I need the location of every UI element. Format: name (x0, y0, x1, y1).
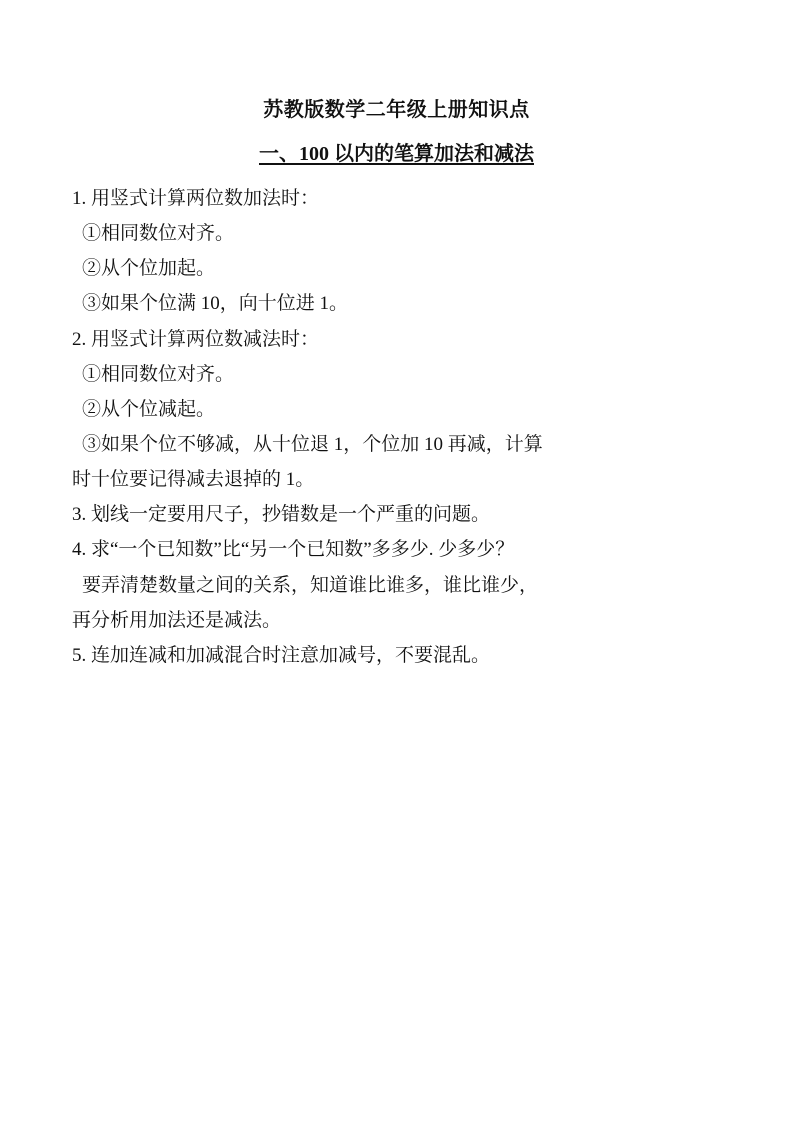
body-line-7: ②从个位减起。 (82, 398, 216, 420)
body-line-3: ②从个位加起。 (82, 258, 216, 280)
body-line-6: ①相同数位对齐。 (82, 363, 235, 385)
body-line-8: ③如果个位不够减，从十位退 1，个位加 10 再减，计算 (82, 433, 543, 455)
body-line-1: 1. 用竖式计算两位数加法时： (72, 188, 320, 209)
body-line-13: 再分析用加法还是减法。 (72, 609, 282, 631)
body-line-11: 4. 求“一个已知数”比“另一个已知数”多多少. 少多少？ (72, 539, 515, 561)
body-line-9: 时十位要记得减去退掉的 1。 (72, 469, 315, 491)
section-heading (72, 139, 721, 169)
page-title: 苏教版数学二年级上册知识点 (263, 99, 530, 121)
body-line-14: 5. 连加连减和加减混合时注意加减号，不要混乱。 (72, 644, 491, 666)
body-line-4: ③如果个位满 10，向十位进 1。 (82, 293, 349, 315)
body-line-12: 要弄清楚数量之间的关系，知道谁比谁多，谁比谁少， (82, 574, 539, 596)
body-line-2: ①相同数位对齐。 (82, 223, 235, 245)
body-line-10: 3. 划线一定要用尺子，抄错数是一个严重的问题。 (72, 504, 491, 526)
section-heading-text: 一、100 以内的笔算加法和减法 (259, 143, 534, 165)
body-line-5: 2. 用竖式计算两位数减法时： (72, 328, 320, 350)
document-body (72, 181, 721, 673)
